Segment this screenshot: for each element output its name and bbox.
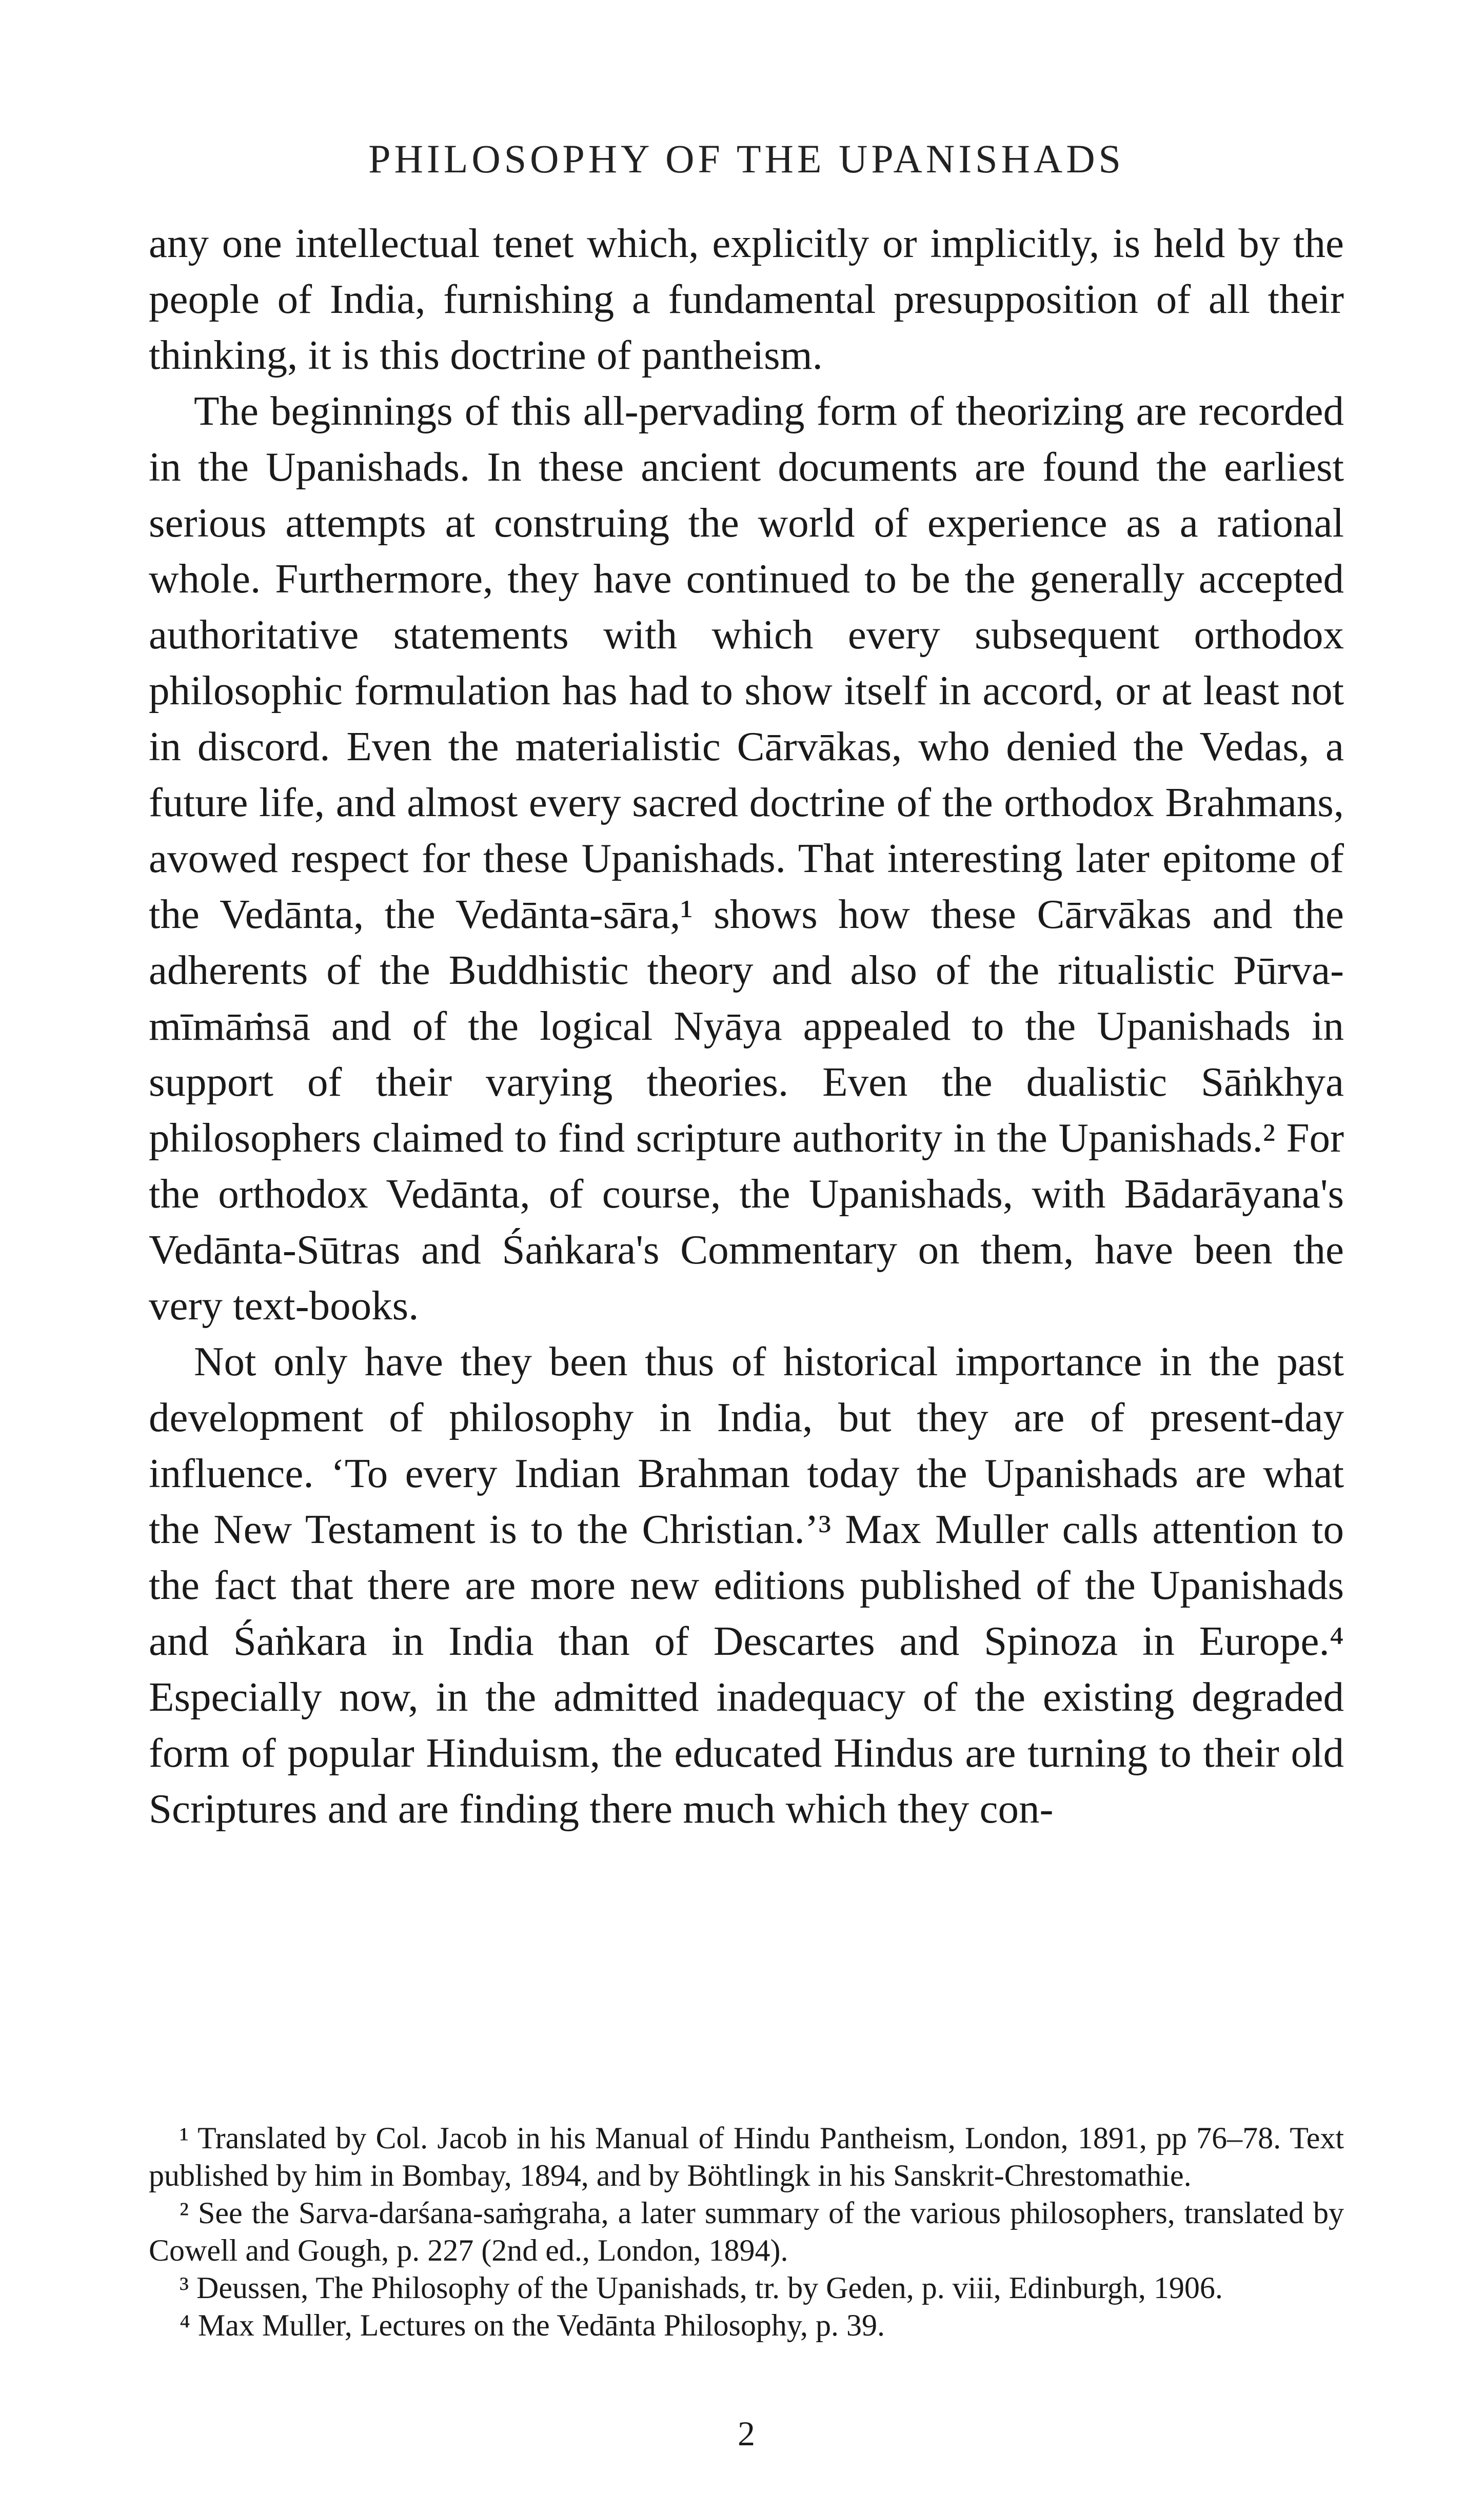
paragraph-present-influence: Not only have they been thus of historical importance in the past development of philosophy in India, but they are of present-day influence. ‘To every Indian Brahman today the Upanishads are what the New Testament is to the Christian.’³ Max Muller calls attention to the fact that there are more new editions published of the Upanishads and Śaṅkara in India than of Descartes and Spinoza in Europe.⁴ Especially now, in the admitted inadequacy of the existing degraded form of popular Hinduism, the educated Hindus are turning to their old Scriptures and are finding there much which they con- (149, 1338, 1344, 1832)
footnote-2: ² See the Sarva-darśana-saṁgraha, a later summary of the various philosophers, translated by Cowell and Gough, p. 227 (2nd ed., London, 1894). (149, 2196, 1344, 2267)
paragraph-upanishads-history: The beginnings of this all-pervading form of theorizing are recorded in the Upanishads. In these ancient documents are found the earliest serious attempts at construing the world of experience as a rational whole. Furthermore, they have continued to be the generally accepted authoritative statements with which every subsequent orthodox philosophic formulation has had to show itself in accord, or at least not in discord. Even the materialistic Cārvākas, who denied the Vedas, a future life, and almost every sacred doctrine of the orthodox Brahmans, avowed respect for these Upanishads. That interesting later epitome of the Vedānta, the Vedānta-sāra,¹ shows how these Cārvākas and the adherents of the Buddhistic theory and also of the ritualistic Pūrva-mīmāṁsā and of the logical Nyāya appealed to the Upanishads in support of their varying theories. Even the dualistic Sāṅkhya philosophers claimed to find scripture authority in the Upanishads.² For the orthodox Vedānta, of course, the Upanishads, with Bādarāyana's Vedānta-Sūtras and Śaṅkara's Commentary on them, have been the very text-books. (149, 388, 1344, 1329)
footnotes (149, 2120, 1344, 2344)
page-number: 2 (738, 2414, 755, 2453)
body-text (149, 215, 1344, 1837)
paragraph-continuation: any one intellectual tenet which, explicitly or implicitly, is held by the people of India, furnishing a fundamental presupposition of all their thinking, it is this doctrine of pantheism. (149, 220, 1344, 378)
footnote-4: ⁴ Max Muller, Lectures on the Vedānta Philosophy, p. 39. (180, 2308, 885, 2342)
footnote-3: ³ Deussen, The Philosophy of the Upanishads, tr. by Geden, p. viii, Edinburgh, 1906. (180, 2271, 1223, 2305)
running-head: PHILOSOPHY OF THE UPANISHADS (368, 136, 1124, 181)
footnote-1: ¹ Translated by Col. Jacob in his Manual of Hindu Pantheism, London, 1891, pp 76–78. Text published by him in Bombay, 1894, and by Böhtlingk in his Sanskrit-Chrestomathie. (149, 2121, 1344, 2192)
